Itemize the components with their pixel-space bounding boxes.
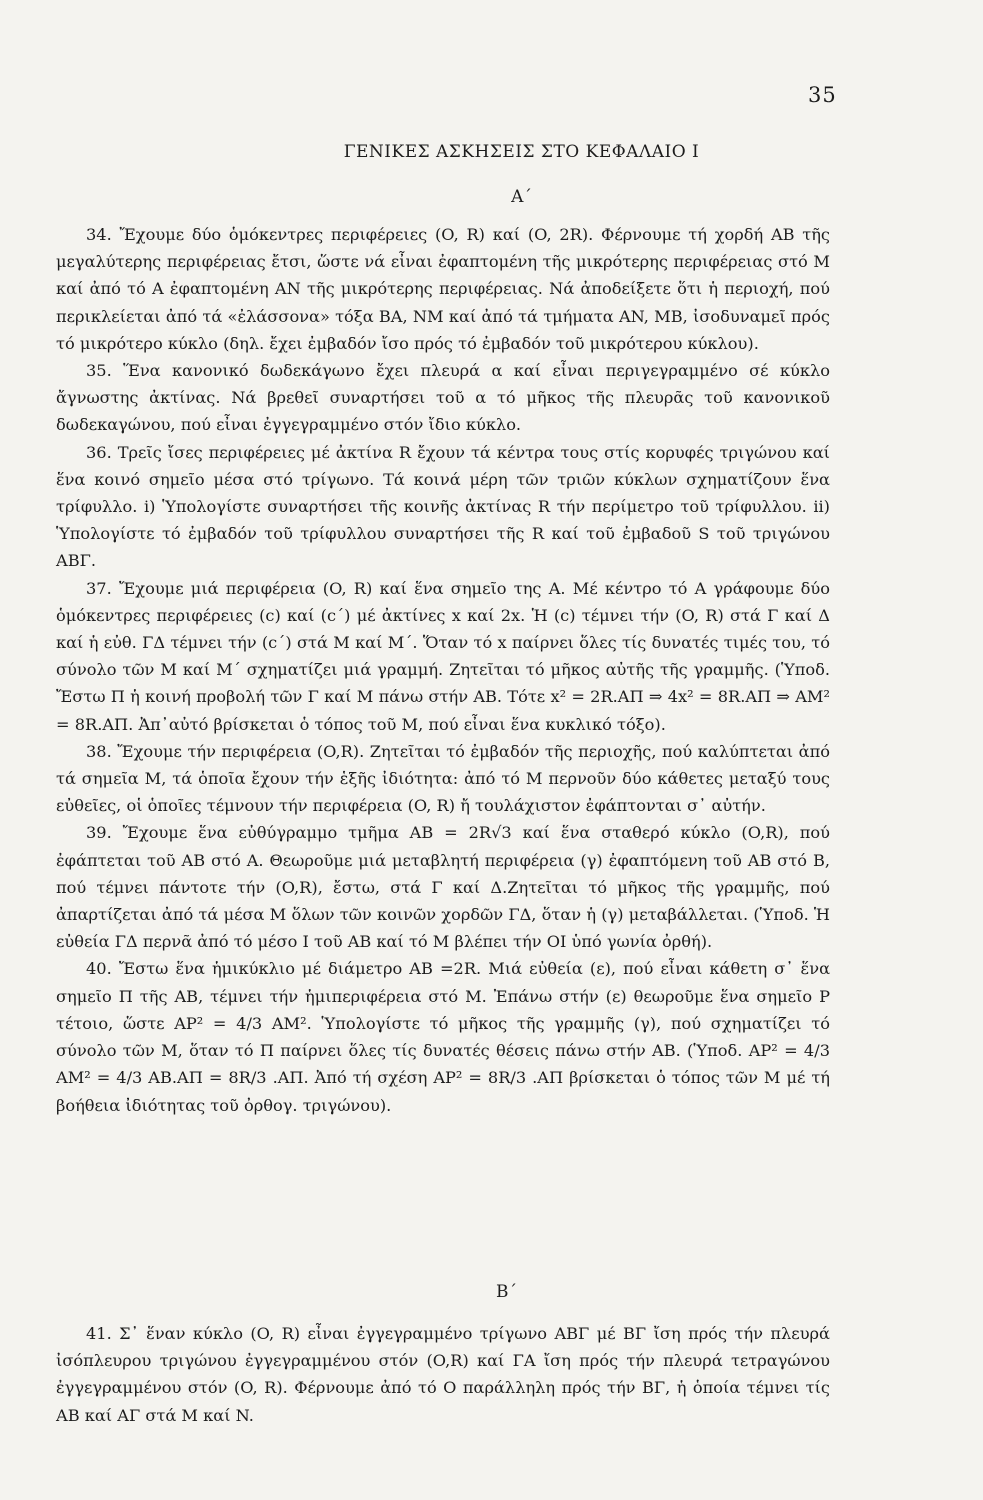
- chapter-heading: ΓΕΝΙΚΕΣ ΑΣΚΗΣΕΙΣ ΣΤΟ ΚΕΦΑΛΑΙΟ Ι: [343, 142, 700, 162]
- section-b-label: Β΄: [496, 1282, 517, 1302]
- exercise-34: 34. Ἔχουμε δύο ὁμόκεντρες περιφέρειες (O, R) καί (O, 2R). Φέρνουμε τή χορδή AB τῆς μεγαλύτερης περιφέρειας ἔτσι, ὥστε νά εἶναι ἐφαπτομένη τῆς μικρότερης περιφέρειας στό M καί ἀπό τό A ἐφαπτομένη AN τῆς μικρότερης περιφέρειας. Νά ἀποδείξετε ὅτι ἡ περιοχή, πού περικλείεται ἀπό τά «ἐλάσσονα» τόξα BA, NM καί ἀπό τά τμήματα AN, MB, ἰσοδυναμεῖ πρός τό μικρότερο κύκλο (δηλ. ἔχει ἐμβαδόν ἴσο πρός τό ἐμβαδόν τοῦ μικρότερου κύκλου).: [56, 225, 830, 353]
- exercise-38: 38. Ἔχουμε τήν περιφέρεια (O,R). Ζητεῖται τό ἐμβαδόν τῆς περιοχῆς, πού καλύπτεται ἀπό τά σημεῖα M, τά ὁποῖα ἔχουν τήν ἑξῆς ἰδιότητα: ἀπό τό M περνοῦν δύο κάθετες μεταξύ τους εὐθεῖες, οἱ ὁποῖες τέμνουν τήν περιφέρεια (O, R) ἤ τουλάχιστον ἐφάπτονται σ᾽ αὐτήν.: [56, 741, 830, 816]
- exercise-35: 35. Ἕνα κανονικό δωδεκάγωνο ἔχει πλευρά α καί εἶναι περιγεγραμμένο σέ κύκλο ἄγνωστης ἀκτίνας. Νά βρεθεῖ συναρτήσει τοῦ α τό μῆκος τῆς πλευρᾶς τοῦ κανονικοῦ δωδεκαγώνου, πού εἶναι ἐγγεγραμμένο στόν ἴδιο κύκλο.: [56, 361, 830, 435]
- exercise-39: 39. Ἔχουμε ἕνα εὐθύγραμμο τμῆμα AB = 2R√3 καί ἕνα σταθερό κύκλο (O,R), πού ἐφάπτεται τοῦ AB στό A. Θεωροῦμε μιά μεταβλητή περιφέρεια (γ) ἐφαπτόμενη τοῦ AB στό B, πού τέμνει πάντοτε τήν (O,R), ἔστω, στά Γ καί Δ.Ζητεῖται τό μῆκος τῆς γραμμῆς, πού ἀπαρτίζεται ἀπό τά μέσα M ὅλων τῶν κοινῶν χορδῶν ΓΔ, ὅταν ἡ (γ) μεταβάλλεται. (Ὑποδ. Ἡ εὐθεία ΓΔ περνᾶ ἀπό τό μέσο I τοῦ AB καί τό M βλέπει τήν OI ὑπό γωνία ὀρθή).: [56, 823, 830, 952]
- section-a-label: Α΄: [511, 187, 532, 207]
- exercise-41: 41. Σ᾽ ἕναν κύκλο (O, R) εἶναι ἐγγεγραμμένο τρίγωνο ΑΒΓ μέ ΒΓ ἴση πρός τήν πλευρά ἰσόπλευρου τριγώνου ἐγγεγραμμένου στόν (O,R) καί ΓΑ ἴση πρός τήν πλευρά τετραγώνου ἐγγεγραμμένου στόν (O, R). Φέρνουμε ἀπό τό O παράλληλη πρός τήν ΒΓ, ἡ ὁποία τέμνει τίς AB καί ΑΓ στά M καί N.: [56, 1324, 830, 1425]
- exercise-37: 37. Ἔχουμε μιά περιφέρεια (O, R) καί ἕνα σημεῖο της A. Μέ κέντρο τό A γράφουμε δύο ὁμόκεντρες περιφέρειες (c) καί (c΄) μέ ἀκτίνες x καί 2x. Ἡ (c) τέμνει τήν (O, R) στά Γ καί Δ καί ἡ εὐθ. ΓΔ τέμνει τήν (c΄) στά M καί M΄. Ὅταν τό x παίρνει ὅλες τίς δυνατές τιμές του, τό σύνολο τῶν M καί M΄ σχηματίζει μιά γραμμή. Ζητεῖται τό μῆκος αὐτῆς τῆς γραμμῆς. (Ὑποδ. Ἔστω Π ἡ κοινή προβολή τῶν Γ καί M πάνω στήν AB. Τότε x² = 2R.AΠ ⇒ 4x² = 8R.AΠ ⇒ AM² = 8R.AΠ. Ἀπ᾽αὐτό βρίσκεται ὁ τόπος τοῦ M, πού εἶναι ἕνα κυκλικό τόξο).: [56, 578, 830, 734]
- exercise-36: 36. Τρεῖς ἴσες περιφέρειες μέ ἀκτίνα R ἔχουν τά κέντρα τους στίς κορυφές τριγώνου καί ἕνα κοινό σημεῖο μέσα στό τρίγωνο. Τά κοινά μέρη τῶν τριῶν κύκλων σχηματίζουν ἕνα τρίφυλλο. i) Ὑπολογίστε συναρτήσει τῆς κοινῆς ἀκτίνας R τήν περίμετρο τοῦ τρίφυλλου. ii) Ὑπολογίστε τό ἐμβαδόν τοῦ τρίφυλλου συναρτήσει τῆς R καί τοῦ ἐμβαδοῦ S τοῦ τριγώνου ΑΒΓ.: [56, 442, 830, 571]
- exercise-40: 40. Ἔστω ἕνα ἡμικύκλιο μέ διάμετρο AB =2R. Μιά εὐθεία (ε), πού εἶναι κάθετη σ᾽ ἕνα σημεῖο Π τῆς AB, τέμνει τήν ἡμιπεριφέρεια στό M. Ἐπάνω στήν (ε) θεωροῦμε ἕνα σημεῖο P τέτοιο, ὥστε AP² = 4/3 AM². Ὑπολογίστε τό μῆκος τῆς γραμμῆς (γ), πού σχηματίζει τό σύνολο τῶν M, ὅταν τό Π παίρνει ὅλες τίς δυνατές θέσεις πάνω στήν AB. (Ὑποδ. AP² = 4/3 AM² = 4/3 AB.AΠ = 8R/3 .AΠ. Ἀπό τή σχέση AP² = 8R/3 .AΠ βρίσκεται ὁ τόπος τῶν M μέ τή βοήθεια ἰδιότητας τοῦ ὀρθογ. τριγώνου).: [56, 959, 830, 1115]
- page-number: 35: [808, 83, 837, 107]
- exercises-section-b: [56, 1320, 830, 1429]
- exercises-section-a: [56, 221, 830, 1119]
